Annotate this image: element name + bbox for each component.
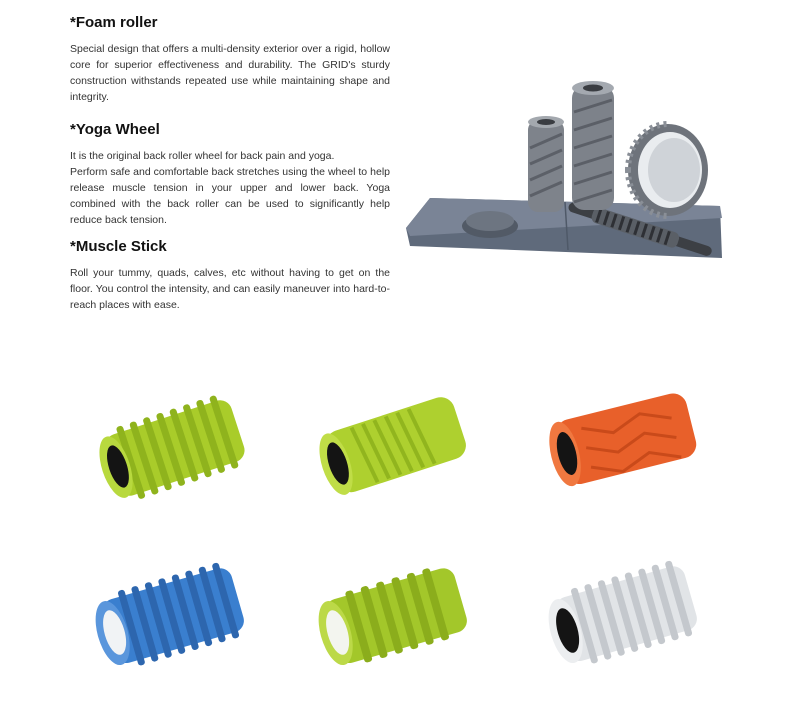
foam-roller-heading: *Foam roller bbox=[70, 14, 158, 31]
muscle-stick-heading: *Muscle Stick bbox=[70, 238, 167, 255]
foam-roller-description: Special design that offers a multi-density exterior over a rigid, hollow core for superior effectiveness and durability. The GRID's sturdy construction withstands repeated use while maintaining shape and integrity. bbox=[70, 43, 390, 103]
lime-grooved-foam-roller-image bbox=[315, 385, 475, 505]
lime-knobby-foam-roller-image bbox=[315, 555, 475, 675]
product-set-image bbox=[400, 78, 730, 278]
lime-spiky-foam-roller-image bbox=[95, 388, 255, 508]
yoga-wheel-description: Perform safe and comfortable back stretches using the wheel to help release muscle tension in your upper and lower back. Yoga combined with the back roller can be used to significantly help reduce back tension. bbox=[70, 166, 390, 226]
foam-roller-section bbox=[70, 14, 390, 105]
white-spiky-foam-roller-image bbox=[545, 553, 705, 673]
muscle-stick-section bbox=[70, 238, 390, 313]
muscle-stick-description: Roll your tummy, quads, calves, etc without having to get on the floor. You control the intensity, and can easily maneuver into hard-to-reach places with ease. bbox=[70, 267, 390, 311]
yoga-wheel-intro: It is the original back roller wheel for back pain and yoga. bbox=[70, 150, 335, 162]
orange-grid-foam-roller-image bbox=[545, 378, 705, 498]
yoga-wheel-heading: *Yoga Wheel bbox=[70, 121, 160, 138]
blue-spiky-foam-roller-image bbox=[92, 555, 252, 675]
yoga-wheel-section bbox=[70, 121, 390, 228]
